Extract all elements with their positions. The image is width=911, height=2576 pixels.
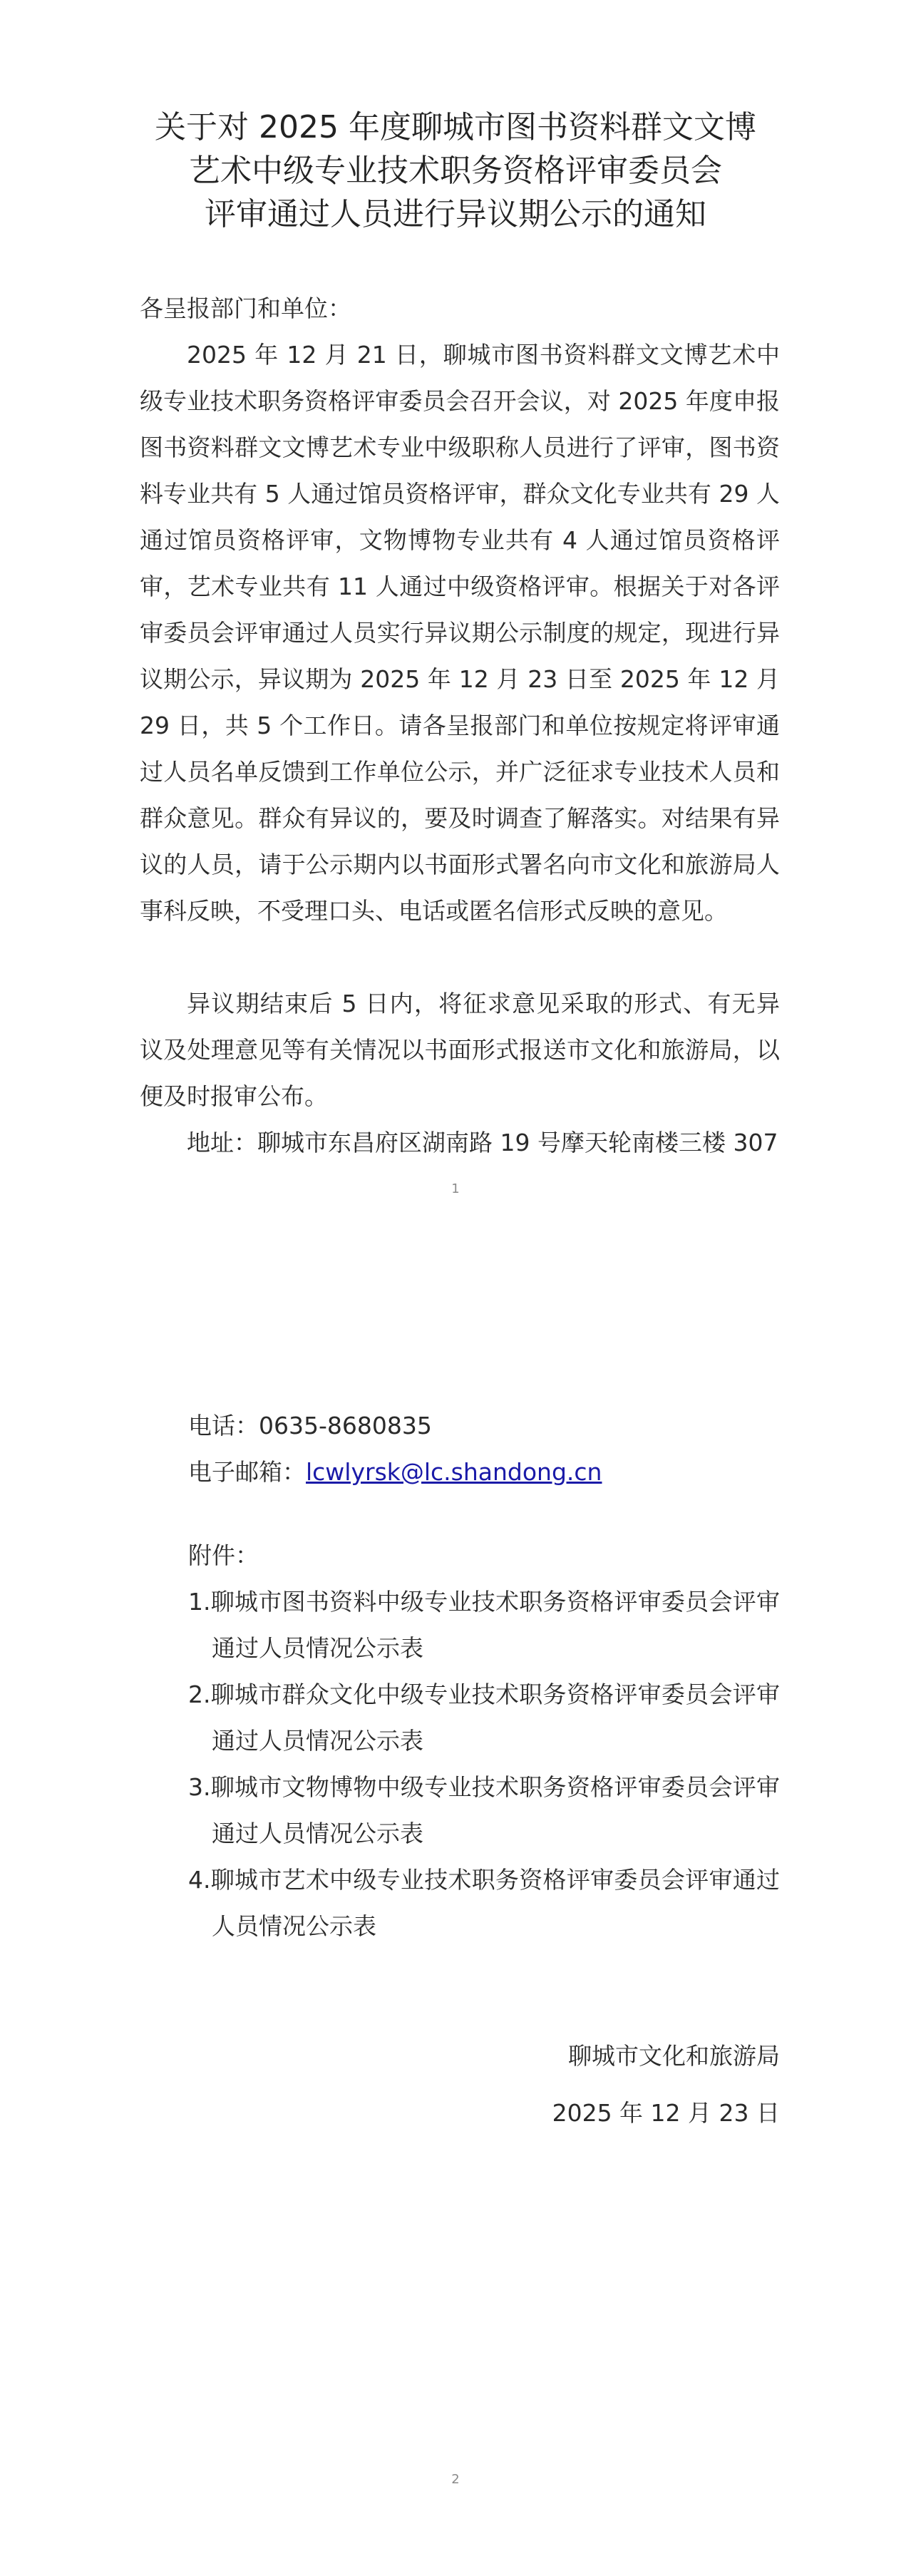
paragraph-2 xyxy=(140,980,780,1119)
title-line-2: 艺术中级专业技术职务资格评审委员会 xyxy=(189,153,722,189)
email-link[interactable]: lcwlyrsk@lc.shandong.cn xyxy=(306,1458,602,1486)
address xyxy=(140,1119,780,1166)
attachment-item: 3.聊城市文物博物中级专业技术职务资格评审委员会评审通过人员情况公示表 xyxy=(188,1773,780,1847)
document-title xyxy=(107,106,804,236)
email-label: 电子邮箱： xyxy=(188,1458,306,1486)
page-2 xyxy=(0,1288,911,2576)
paragraph-1-text: 2025 年 12 月 21 日，聊城市图书资料群文文博艺术中级专业技术职务资格评审委员会召开会议，对 2025 年度申报图书资料群文文博艺术专业中级职称人员进行了评审，图书资料专业共有 5 人通过馆员资格评审，群众文化专业共有 29 人通过馆员资格评审，文物博物专业共有 4 人通过馆员资格评审，艺术专业共有 11 人通过中级资格评审。根据关于对各评审委员会评审通过人员实行异议期公示制度的规定，现进行异议期公示，异议期为 2025 年 12 月 23 日至 2025 年 12 月 29 日，共 5 个工作日。请各呈报部门和单位按规定将评审通过人员名单反馈到工作单位公示，并广泛征求专业技术人员和群众意见。群众有异议的，要及时调查了解落实。对结果有异议的人员，请于公示期内以书面形式署名向市文化和旅游局人事科反映，不受理口头、电话或匿名信形式反映的意见。 xyxy=(140,341,780,925)
salutation: 各呈报部门和单位： xyxy=(140,294,351,322)
attachments-heading: 附件： xyxy=(188,1541,259,1569)
signature-org: 聊城市文化和旅游局 xyxy=(568,2042,780,2070)
attachment-item: 4.聊城市艺术中级专业技术职务资格评审委员会评审通过人员情况公示表 xyxy=(188,1866,780,1940)
attachment-item: 2.聊城市群众文化中级专业技术职务资格评审委员会评审通过人员情况公示表 xyxy=(188,1680,780,1755)
paragraph-2-text: 异议期结束后 5 日内，将征求意见采取的形式、有无异议及处理意见等有关情况以书面形式报送市文化和旅游局，以便及时报审公布。 xyxy=(140,990,780,1110)
attachments-list xyxy=(188,1579,780,1949)
attachment-item: 1.聊城市图书资料中级专业技术职务资格评审委员会评审通过人员情况公示表 xyxy=(188,1588,780,1662)
address-text: 地址：聊城市东昌府区湖南路 19 号摩天轮南楼三楼 307 xyxy=(187,1129,778,1156)
phone-line xyxy=(188,1402,780,1449)
signature-block xyxy=(552,2028,780,2142)
page-number-1: 1 xyxy=(451,1181,460,1196)
paragraph-1 xyxy=(140,332,780,934)
title-line-3: 评审通过人员进行异议期公示的通知 xyxy=(205,196,706,232)
email-line xyxy=(188,1449,780,1495)
signature-date: 2025 年 12 月 23 日 xyxy=(552,2099,780,2127)
phone-number: 0635-8680835 xyxy=(259,1412,432,1440)
phone-label: 电话： xyxy=(188,1412,259,1440)
page-number-2: 2 xyxy=(451,2472,460,2487)
title-line-1: 关于对 2025 年度聊城市图书资料群文文博 xyxy=(155,109,756,145)
